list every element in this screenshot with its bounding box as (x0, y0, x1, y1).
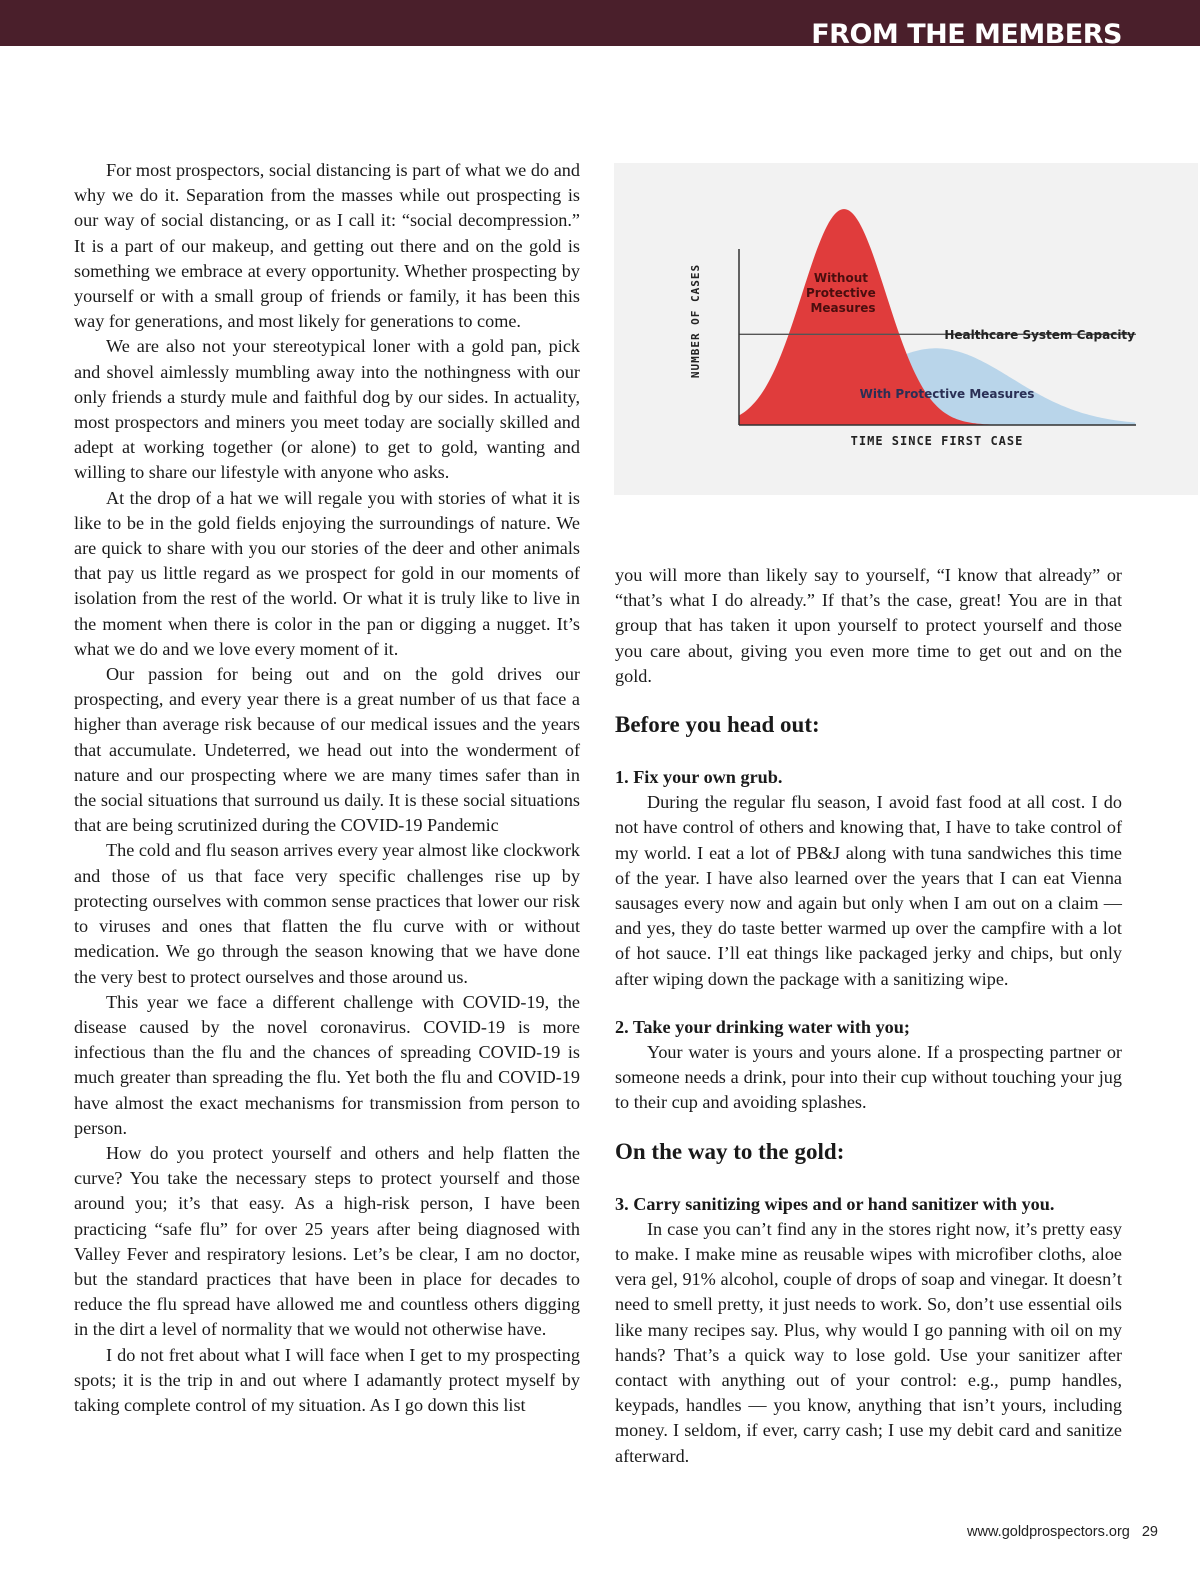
paragraph: At the drop of a hat we will regale you with stories of what it is like to be in the gold fields enjoying the surroundings of nature. We are quick to share with you our stories of the deer and other animals that pay us little regard as we prospect for gold in our moments of isolation from the rest of the world. Or what it is truly like to live in the moment when there is color in the pan or digging a nugget. It’s what we do and we love every moment of it. (74, 487, 580, 659)
series-with-measures-label: With Protective Measures (859, 387, 1035, 401)
header-bar (0, 0, 1200, 46)
y-axis-label: NUMBER OF CASES (689, 263, 702, 379)
paragraph: In case you can’t find any in the stores right now, it’s pretty easy to make. I make mine as reusable wipes with microfiber cloths, aloe vera gel, 91% alcohol, couple of drops of soap and vinegar. It doesn’t need to smell pretty, it just needs to work. So, don’t use essential oils like many recipes say. Plus, why would I go panning with oil on my hands? That’s a quick way to lose gold. Use your sanitizer after contact with anything out of your control: e.g., pump handles, keypads, handles — you know, anything that isn’t yours, including money. I seldom, if ever, carry cash; I use my debit card and sanitize afterward. (615, 1218, 1122, 1466)
tip-title: 1. Fix your own grub. (615, 767, 783, 788)
tip-title: 3. Carry sanitizing wipes and or hand sanitizer with you. (615, 1193, 1055, 1214)
series-without-measures-label (806, 271, 880, 315)
right-column (615, 563, 1122, 1469)
label-line: Without (813, 271, 868, 285)
capacity-label: Healthcare System Capacity (944, 328, 1135, 342)
paragraph: Our passion for being out and on the gold drives our prospecting, and every year there is a great number of us that face a higher than average risk because of our medical issues and the years that accumulate. Undeterred, we head out into the wonderment of nature and our prospecting where we are many times safer than in the social situations that surround us daily. It is these social situations that are being scrutinized during the COVID-19 Pandemic (74, 664, 580, 836)
label-line: Measures (810, 301, 876, 315)
section-heading: Before you head out: (615, 712, 820, 738)
paragraph: We are also not your stereotypical loner with a gold pan, pick and shovel aimlessly mumbling away into the nothingness with our only friends a sturdy mule and faithful dog by our sides. In actuality, most prospectors and miners you meet today are socially skilled and adept at working together (or alone) to get to gold, wanting and willing to share our lifestyle with anyone who asks. (74, 336, 580, 483)
paragraph: How do you protect yourself and others and help flatten the curve? You take the necessary steps to protect yourself and those around you; it’s that easy. As a high-risk person, I have been practicing “safe flu” for over 25 years after being diagnosed with Valley Fever and respiratory lesions. Let’s be clear, I am no doctor, but the standard practices that have been in place for decades to reduce the flu spread have allowed me and countless others digging in the dirt a level of normality that we would not otherwise have. (74, 1142, 580, 1340)
page-number: 29 (1141, 1524, 1158, 1540)
paragraph: For most prospectors, social distancing is part of what we do and why we do it. Separation from the masses while out prospecting is our way of social distancing, or as I call it: “social decompression.” It is a part of our makeup, and getting out there and on the gold is something we embrace at every opportunity. Whether prospecting by yourself or with a small group of friends or family, it has been this way for generations, and most likely for generations to come. (74, 160, 580, 332)
label-line: Protective (806, 286, 876, 300)
paragraph: I do not fret about what I will face when I get to my prospecting spots; it is the trip in and out where I adamantly protect myself by taking complete control of my situation. As I go down this list (74, 1344, 580, 1415)
section-heading: On the way to the gold: (615, 1138, 845, 1164)
tip-title: 2. Take your drinking water with you; (615, 1016, 910, 1037)
paragraph: During the regular flu season, I avoid fast food at all cost. I do not have control of others and knowing that, I have to take control of my world. I eat a lot of PB&J along with tuna sandwiches this time of the year. I have also learned over the years that I can eat Vienna sausages every now and again but only when I am out on a claim — and yes, they do taste better warmed up over the campfire with a lot of hot sauce. I’ll eat things like packaged jerky and chips, but only after wiping down the package with a sanitizing wipe. (615, 792, 1122, 989)
paragraph: The cold and flu season arrives every year almost like clockwork and those of us that face very specific challenges rise up by protecting ourselves with common sense practices that lower our risk to viruses and ones that flatten the flu curve with or without medication. We go through the season knowing that we have done the very best to protect ourselves and those around us. (74, 840, 580, 987)
chart-svg (614, 163, 1198, 495)
section-label: FROM THE MEMBERS (811, 19, 1122, 46)
left-column (74, 158, 580, 1418)
paragraph: Your water is yours and yours alone. If a prospecting partner or someone needs a drink, pour into their cup without touching your jug to their cup and avoiding splashes. (615, 1042, 1122, 1113)
paragraph: you will more than likely say to yourself, “I know that already” or “that’s what I do already.” If that’s the case, great! You are in that group that has taken it upon yourself to protect yourself and those you care about, giving you even more time to get out and on the gold. (615, 565, 1122, 686)
flatten-curve-figure (614, 163, 1198, 495)
paragraph: This year we face a different challenge with COVID-19, the disease caused by the novel coronavirus. COVID-19 is more infectious than the flu and the chances of spreading COVID-19 is much greater than spreading the flu. Yet both the flu and COVID-19 have almost the exact mechanisms for transmission from person to person. (74, 991, 580, 1138)
page-footer (967, 1524, 1158, 1540)
x-axis-label: TIME SINCE FIRST CASE (850, 434, 1024, 448)
footer-url: www.goldprospectors.org (967, 1524, 1130, 1540)
spacer (615, 992, 1122, 1015)
